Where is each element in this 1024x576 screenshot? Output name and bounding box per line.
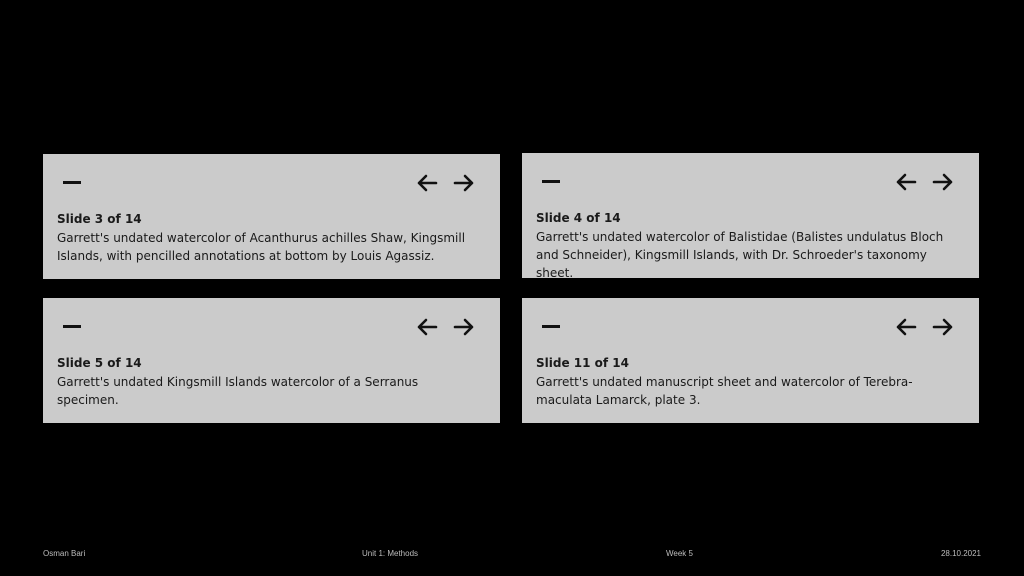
footer-week: Week 5 [666,549,693,558]
arrow-right-icon[interactable] [931,172,955,192]
slide-description: Garrett's undated Kingsmill Islands watercolor of a Serranus specimen. [57,375,419,407]
slide-title: Slide 11 of 14 [536,356,629,370]
arrow-left-icon[interactable] [894,172,918,192]
footer-unit: Unit 1: Methods [362,549,419,558]
slide-card-3 [43,154,500,279]
footer-date: 28.10.2021 [940,549,981,558]
slide-description: Garrett's undated watercolor of Acanthurus achilles Shaw, Kingsmill Islands, with pencilled annotations at bottom by Louis Agassiz. [57,231,466,263]
slide-description: Garrett's undated manuscript sheet and watercolor of Terebra-maculata Lamarck, plate 3. [536,375,913,407]
slide-title: Slide 5 of 14 [57,356,142,370]
minimize-icon[interactable] [542,180,560,183]
minimize-icon[interactable] [542,325,560,328]
arrow-left-icon[interactable] [894,317,918,337]
arrow-left-icon[interactable] [415,173,439,193]
footer-author: Osman Bari [43,549,86,558]
arrow-right-icon[interactable] [931,317,955,337]
minimize-icon[interactable] [63,325,81,328]
slide-title: Slide 3 of 14 [57,212,142,226]
arrow-right-icon[interactable] [452,173,476,193]
slide-card-4 [522,153,979,278]
slide-card-11 [522,298,979,423]
slide-title: Slide 4 of 14 [536,211,621,225]
minimize-icon[interactable] [63,181,81,184]
arrow-left-icon[interactable] [415,317,439,337]
slide-card-5 [43,298,500,423]
slide-description: Garrett's undated watercolor of Balistidae (Balistes undulatus Bloch and Schneider), Kingsmill Islands, with Dr. Schroeder's taxonomy sheet. [536,230,944,280]
arrow-right-icon[interactable] [452,317,476,337]
